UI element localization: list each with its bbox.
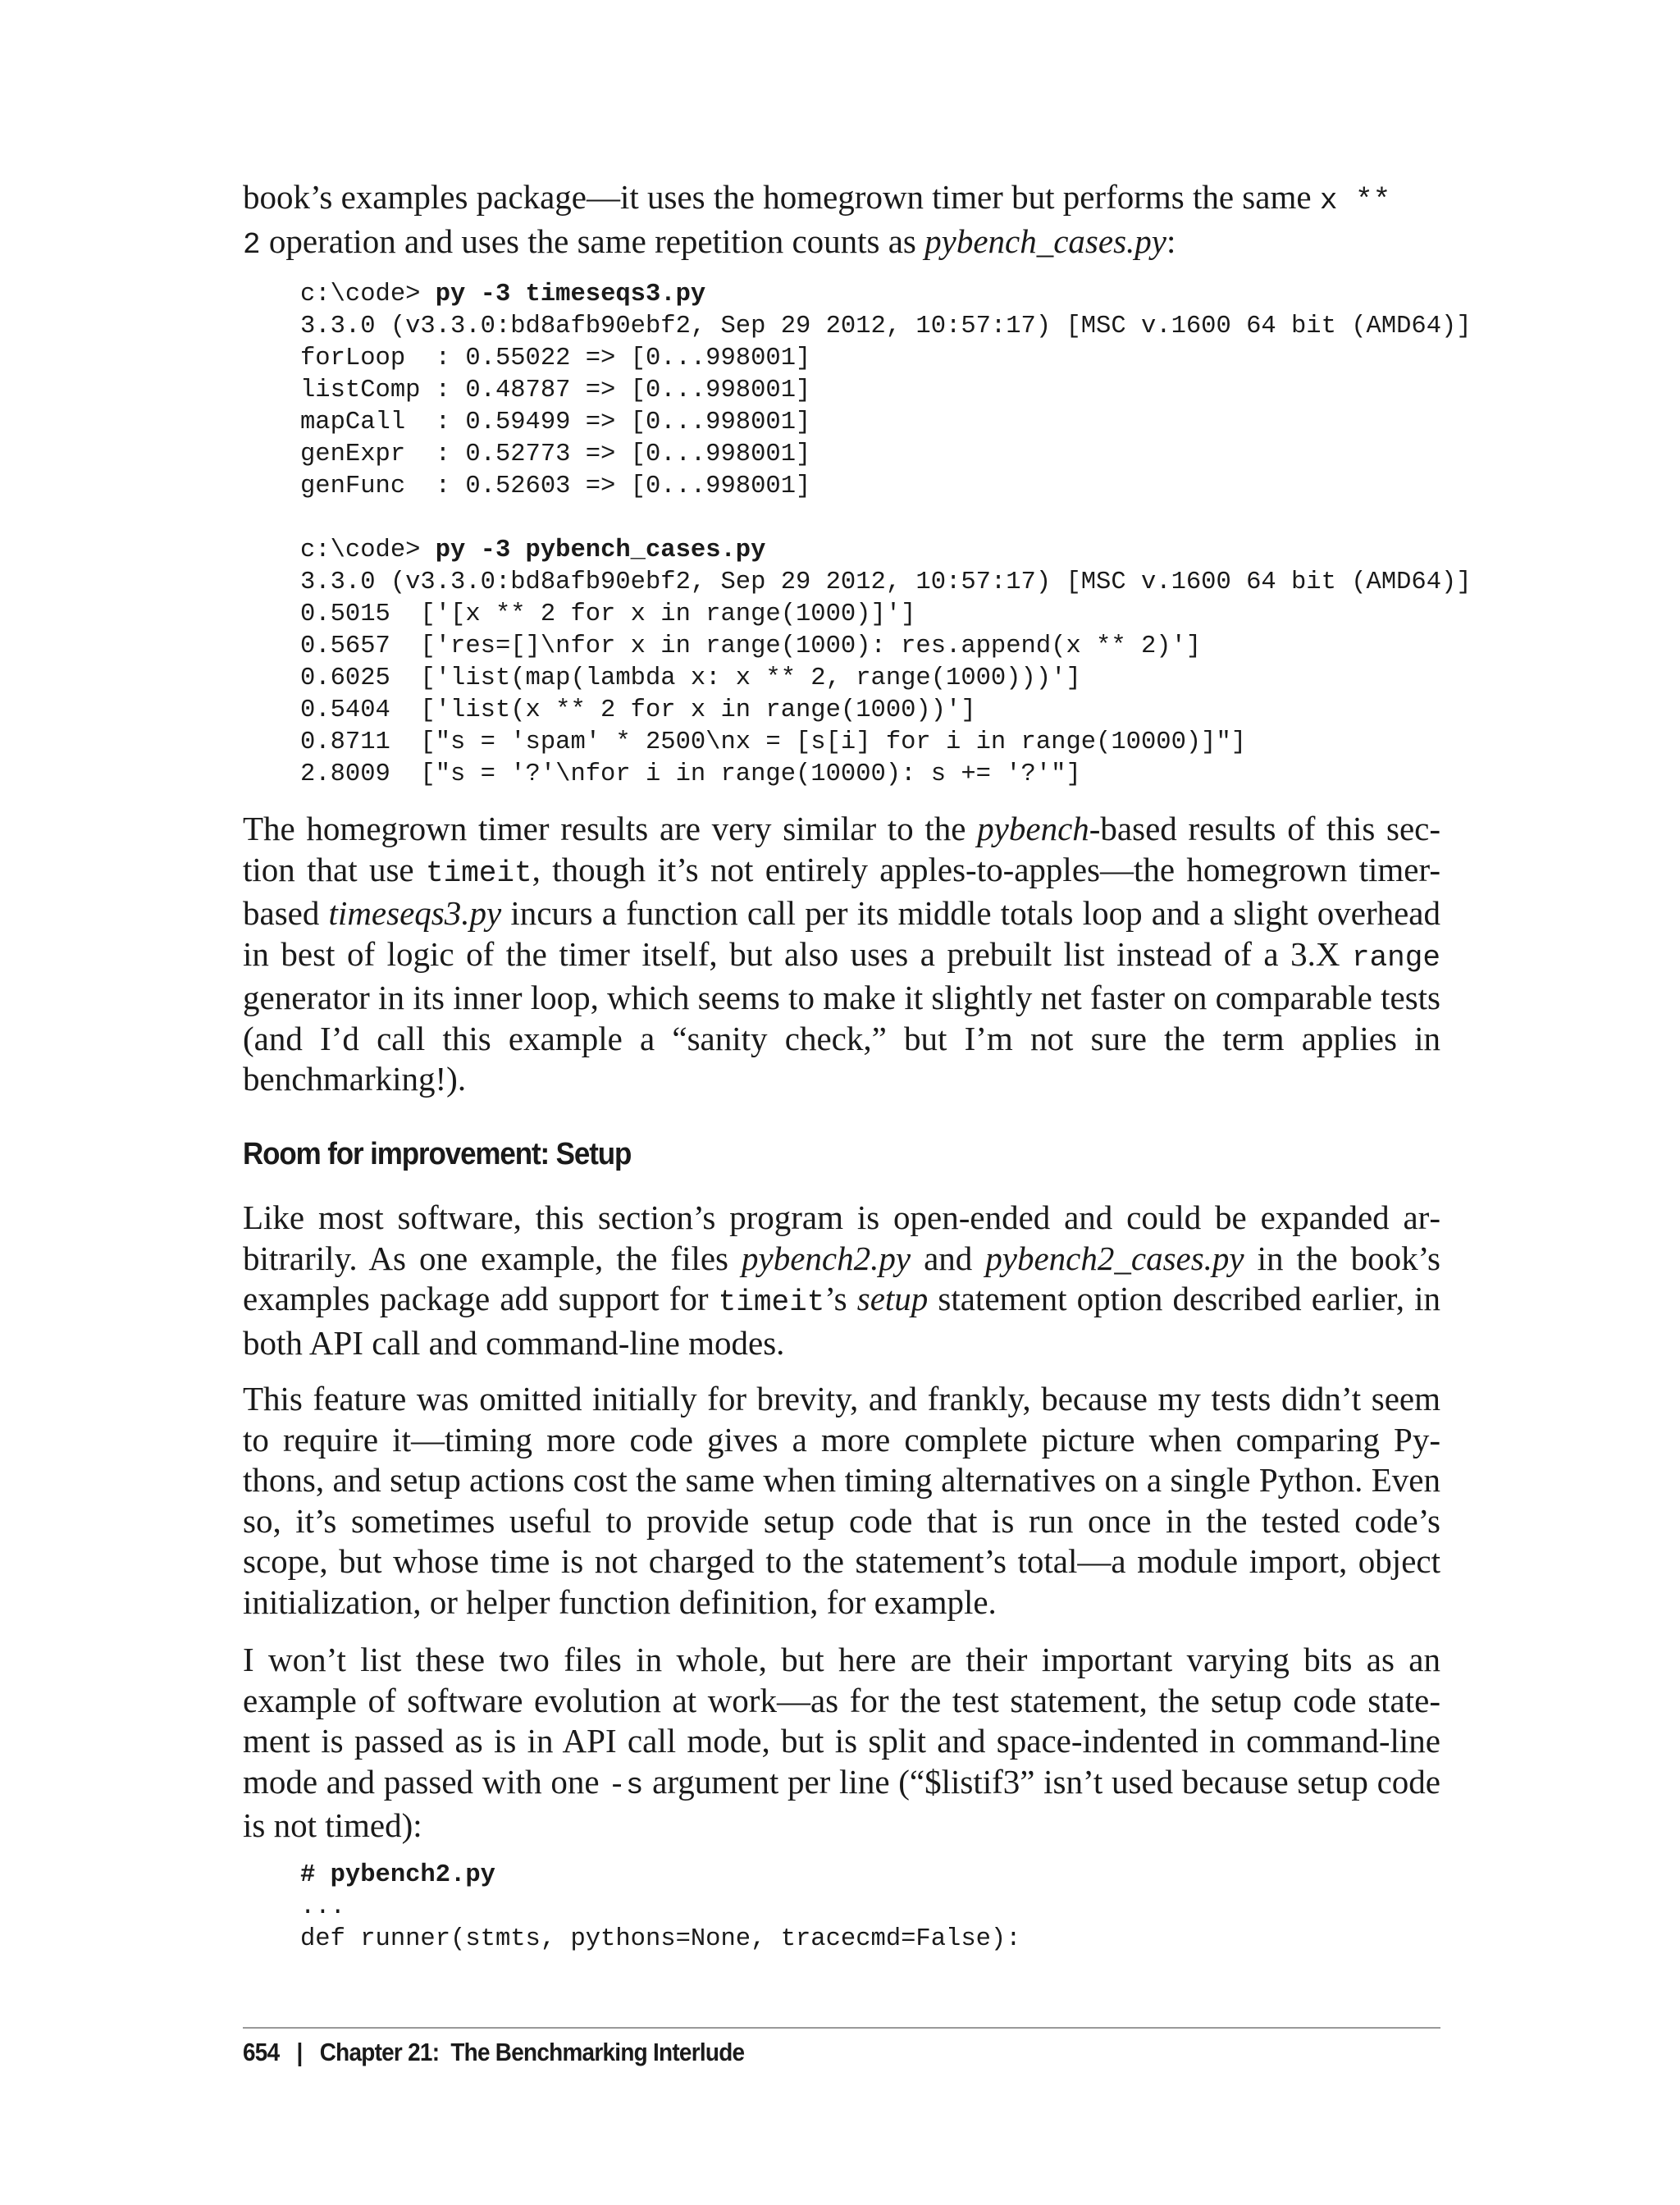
intro-text: book’s examples package—it uses the homegrown timer but performs the same (243, 178, 1320, 216)
code-text: ... def runner(stmts, pythons=None, tracecmd=False): (300, 1893, 1021, 1953)
console-prompt: c:\code> (300, 281, 436, 308)
paragraph-text: argument per line (“$listif3” isn’t used because setup code is not timed): (243, 1762, 1441, 1844)
paragraph-text: ’s (824, 1280, 857, 1317)
code-comment: # pybench2.py (300, 1861, 495, 1889)
page-footer (243, 2038, 744, 2067)
inline-code: timeit (426, 856, 532, 890)
inline-code: timeit (718, 1285, 825, 1319)
body-paragraph (243, 1640, 1440, 1847)
console-command: py -3 timeseqs3.py (435, 281, 706, 308)
console-output: 3.3.0 (v3.3.0:bd8afb90ebf2, Sep 29 2012, 10:57:17) [MSC v.1600 64 bit (AMD64)] 0.5015 ['[x ** 2 for x in range(1000)]'] 0.5657 ['res=[]\nfor x in range(1000): res.append(x ** 2)'] 0.6025 ['list(map(lambda x: x ** 2, range(1000)))'] 0.5404 ['list(x ** 2 for x in range(1000))'] 0.8711 ["s = 'spam' * 2500\nx = [s[i] for i in range(10000)]"] 2.8009 ["s = '?'\nfor i in range(10000): s += '?'"] (300, 568, 1472, 788)
inline-code: 2 (243, 227, 261, 262)
paragraph-text: in the book’s examples package add support for (243, 1239, 1440, 1317)
emphasis: pybench (977, 810, 1089, 847)
code-listing (300, 1860, 1021, 1956)
intro-text: : (1166, 221, 1176, 260)
console-output: 3.3.0 (v3.3.0:bd8afb90ebf2, Sep 29 2012, 10:57:17) [MSC v.1600 64 bit (AMD64)] forLoop : 0.55022 => [0...998001] listComp : 0.48787 => [0...998001] mapCall : 0.59499 => [0...998001] genExpr : 0.52773 => [0...998001] genFunc : 0.52603 => [0...998001] (300, 313, 1472, 500)
inline-code: range (1351, 940, 1440, 975)
paragraph-text: incurs a function call per its middle totals loop and a slight overhead in best of logic of the timer itself, but also uses a prebuilt list instead of a 3.X (243, 894, 1441, 973)
intro-paragraph (243, 177, 1440, 265)
console-prompt: c:\code> (300, 536, 436, 564)
body-paragraph (243, 1198, 1440, 1363)
paragraph-text: generator in its inner loop, which seems to make it slightly net faster on comparable tests (and I’d call this example a “sanity check,” but I’m not sure the term applies in benchmarking!). (243, 979, 1440, 1098)
paragraph-text: The homegrown timer results are very similar to the (243, 810, 978, 847)
emphasis: setup (856, 1280, 929, 1317)
paragraph-text: Like most software, this section’s program is open-ended and could be expanded arbitrarily. As one example, the files (243, 1198, 1440, 1277)
inline-code: -s (608, 1768, 644, 1802)
filename: pybench2.py (742, 1239, 911, 1277)
body-paragraph (243, 809, 1440, 1100)
paragraph-text: I won’t list these two files in whole, but here are their important varying bits as an example of software evolution at work—as for the test statement, the setup code statement is passed as is in API call mode, but is split and space-indented in command-line mode and passed with one (243, 1641, 1440, 1801)
filename: timeseqs3.py (328, 894, 502, 932)
chapter-title: Chapter 21: The Benchmarking Interlude (319, 2038, 745, 2066)
filename: pybench2_cases.py (985, 1239, 1244, 1277)
inline-code: x ** (1319, 184, 1391, 217)
section-heading: Room for improvement: Setup (243, 1137, 632, 1171)
intro-text: operation and uses the same repetition counts as (260, 221, 925, 260)
body-paragraph: This feature was omitted initially for brevity, and frankly, because my tests didn’t seem to require it—timing more code gives a more complete picture when comparing Pythons, and setup actions cost the same when timing alternatives on a single Python. Even so, it’s sometimes useful to provide setup code that is run once in the tested code’s scope, but whose time is not charged to the statement’s total—a module import, object initialization, or helper function definition, for example. (243, 1380, 1440, 1621)
console-command: py -3 pybench_cases.py (435, 536, 766, 564)
footer-rule (243, 2027, 1440, 2029)
console-output-block (300, 279, 1472, 791)
paragraph-text: -based results of this section that use (243, 810, 1440, 888)
filename: pybench_cases.py (924, 221, 1166, 260)
paragraph-text: , though it’s not entirely apples-to-apples—the homegrown timer-based (243, 850, 1440, 932)
paragraph-text: and (911, 1239, 986, 1277)
paragraph-text: statement option described earlier, in both API call and command-line modes. (243, 1280, 1440, 1362)
page-number: 654 (243, 2038, 280, 2066)
footer-separator: | (296, 2038, 303, 2066)
